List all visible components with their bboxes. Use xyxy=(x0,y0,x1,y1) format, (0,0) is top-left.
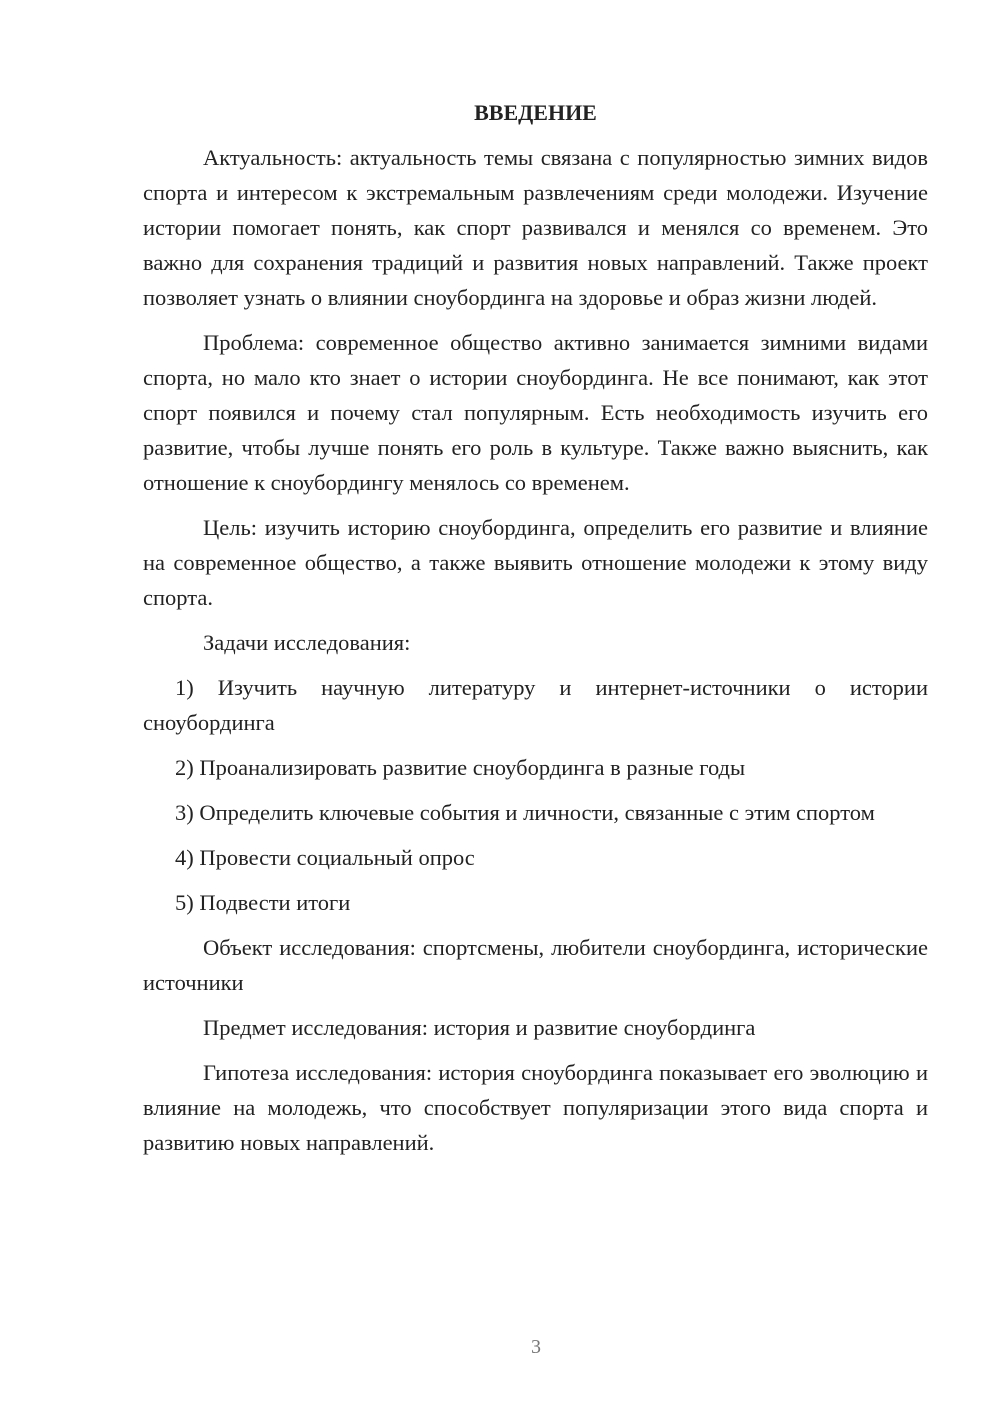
task-item-4: 4) Провести социальный опрос xyxy=(175,845,475,870)
paragraph-tasks-heading: Задачи исследования: xyxy=(203,630,411,655)
task-item-5: 5) Подвести итоги xyxy=(175,890,351,915)
page-title: ВВЕДЕНИЕ xyxy=(474,100,597,125)
task-item-2: 2) Проанализировать развитие сноубординга в разные годы xyxy=(175,755,746,780)
task-item-1: 1) Изучить научную литературу и интернет-источники о истории сноубординга xyxy=(143,675,928,735)
page-content xyxy=(143,95,928,1160)
page-number: 3 xyxy=(531,1336,541,1358)
paragraph-subject: Предмет исследования: история и развитие сноубординга xyxy=(203,1015,756,1040)
paragraph-hypothesis: Гипотеза исследования: история сноубординга показывает его эволюцию и влияние на молодежь, что способствует популяризации этого вида спорта и развитию новых направлений. xyxy=(143,1060,928,1155)
paragraph-object: Объект исследования: спортсмены, любители сноубординга, исторические источники xyxy=(143,935,928,995)
paragraph-relevance: Актуальность: актуальность темы связана с популярностью зимних видов спорта и интересом к экстремальным развлечениям среди молодежи. Изучение истории помогает понять, как спорт развивался и менялся со временем. Это важно для сохранения традиций и развития новых направлений. Также проект позволяет узнать о влиянии сноубординга на здоровье и образ жизни людей. xyxy=(143,145,928,310)
task-item-3: 3) Определить ключевые события и личности, связанные с этим спортом xyxy=(175,800,875,825)
paragraph-problem: Проблема: современное общество активно занимается зимними видами спорта, но мало кто знает о истории сноубординга. Не все понимают, как этот спорт появился и почему стал популярным. Есть необходимость изучить его развитие, чтобы лучше понять его роль в культуре. Также важно выяснить, как отношение к сноубордингу менялось со временем. xyxy=(143,330,928,495)
paragraph-goal: Цель: изучить историю сноубординга, определить его развитие и влияние на современное общество, а также выявить отношение молодежи к этому виду спорта. xyxy=(143,515,928,610)
